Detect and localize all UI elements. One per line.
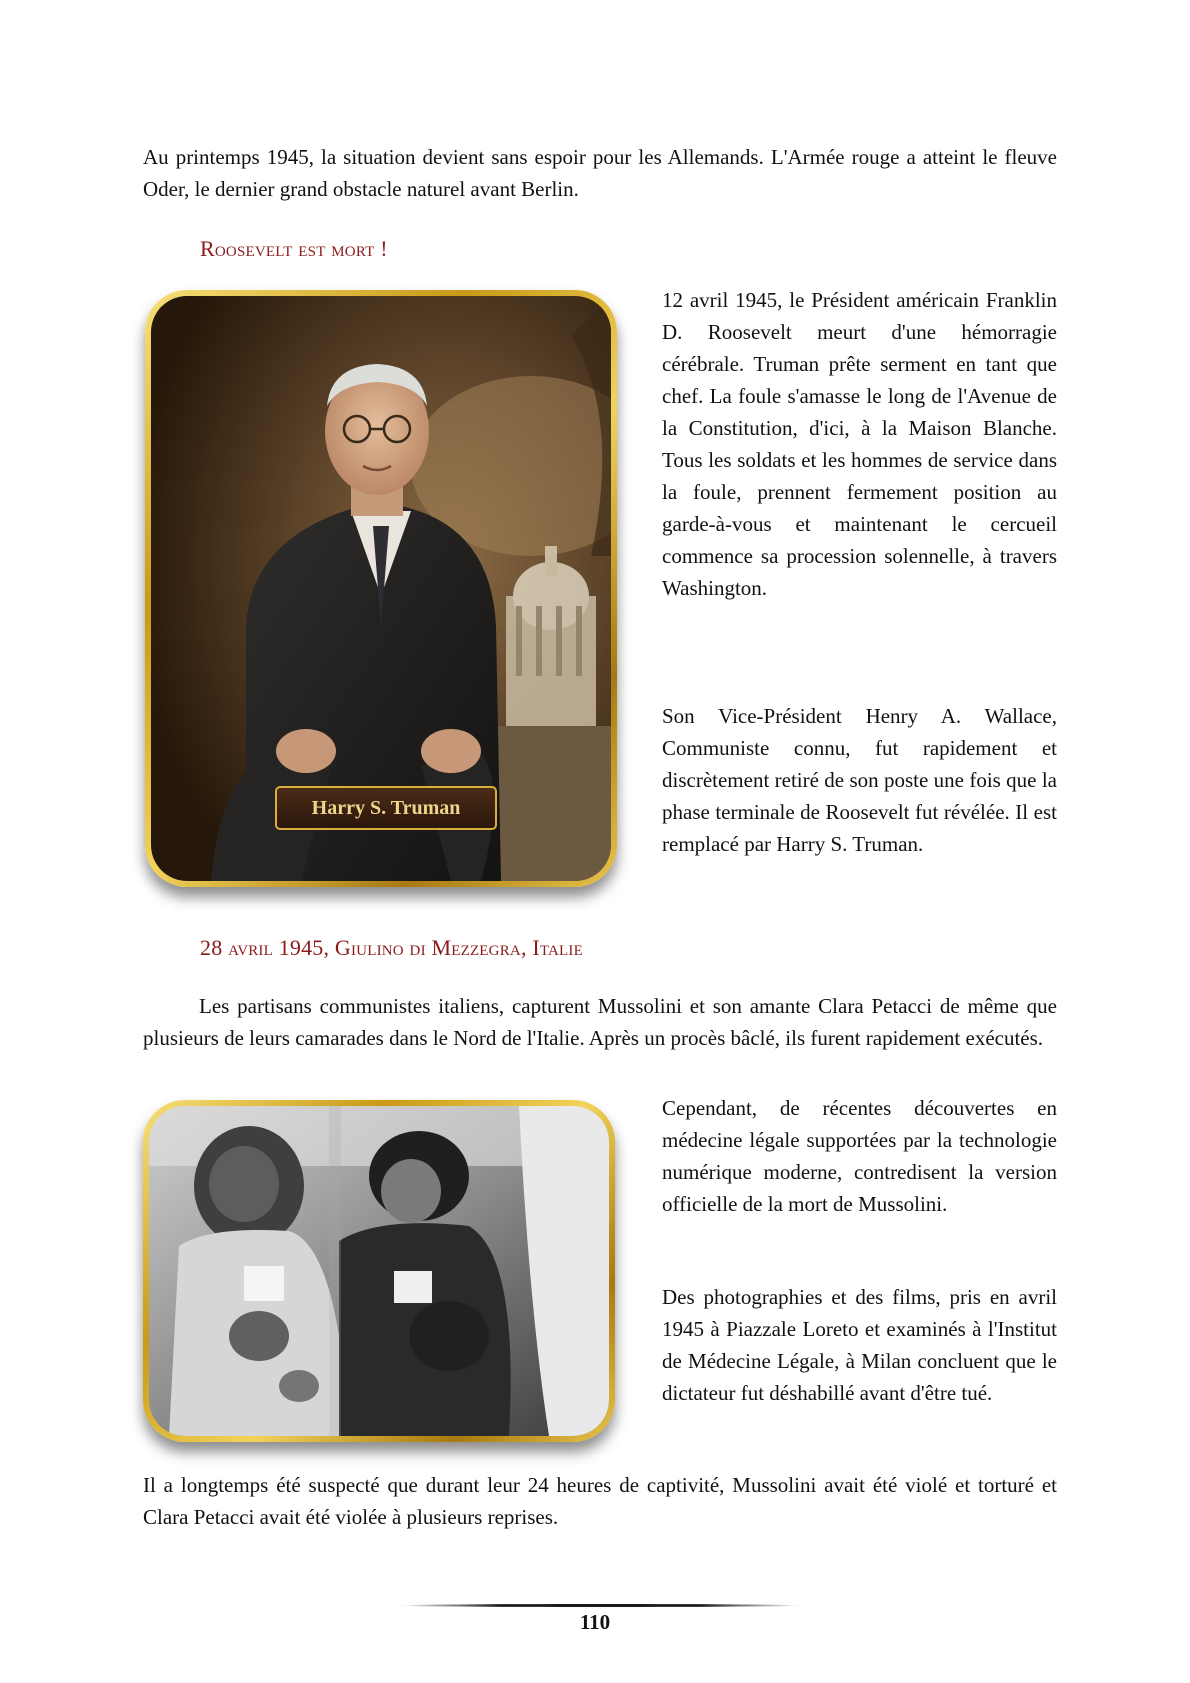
closing-paragraph: Il a longtemps été suspecté que durant leur 24 heures de captivité, Mussolini avait été violé et torturé et Clara Petacci avait été violée à plusieurs reprises. (143, 1473, 1057, 1529)
partisans-paragraph: Les partisans communistes italiens, capturent Mussolini et son amante Clara Petacci de même que plusieurs de leurs camarades dans le Nord de l'Italie. Après un procès bâclé, ils furent rapidement exécutés. (143, 994, 1057, 1050)
execution-photo (149, 1106, 609, 1436)
footer-divider (398, 1604, 802, 1607)
truman-caption: Harry S. Truman (275, 786, 497, 830)
section-heading-mezzegra: 28 avril 1945, Giulino di Mezzegra, Italie (200, 935, 583, 960)
roosevelt-paragraph-1: 12 avril 1945, le Président américain Franklin D. Roosevelt meurt d'une hémorragie cérébrale. Truman prête serment en tant que chef. La foule s'amasse le long de l'Avenue de la Constitution, d'ici, à la Maison Blanche. Tous les soldats et les hommes de service dans la foule, prennent fermement position au garde-à-vous et maintenant le cercueil commence sa procession solennelle, à travers Washington. (662, 288, 1057, 600)
truman-portrait (151, 296, 611, 881)
execution-photo-frame (143, 1100, 615, 1442)
execution-photo-illustration (149, 1106, 609, 1436)
roosevelt-paragraph-2: Son Vice-Président Henry A. Wallace, Communiste connu, fut rapidement et discrètement retiré de son poste une fois que la phase terminale de Roosevelt fut révélée. Il est remplacé par Harry S. Truman. (662, 704, 1057, 856)
photographs-paragraph: Des photographies et des films, pris en avril 1945 à Piazzale Loreto et examinés à l'Institut de Médecine Légale, à Milan concluent que le dictateur fut déshabillé avant d'être tué. (662, 1285, 1057, 1405)
truman-portrait-frame (145, 290, 617, 887)
page-number: 110 (579, 1610, 611, 1634)
forensic-paragraph: Cependant, de récentes découvertes en médecine légale supportées par la technologie numérique moderne, contredisent la version officielle de la mort de Mussolini. (662, 1096, 1057, 1216)
intro-paragraph: Au printemps 1945, la situation devient sans espoir pour les Allemands. L'Armée rouge a atteint le fleuve Oder, le dernier grand obstacle naturel avant Berlin. (143, 145, 1057, 201)
section-heading-roosevelt: Roosevelt est mort ! (200, 236, 388, 261)
